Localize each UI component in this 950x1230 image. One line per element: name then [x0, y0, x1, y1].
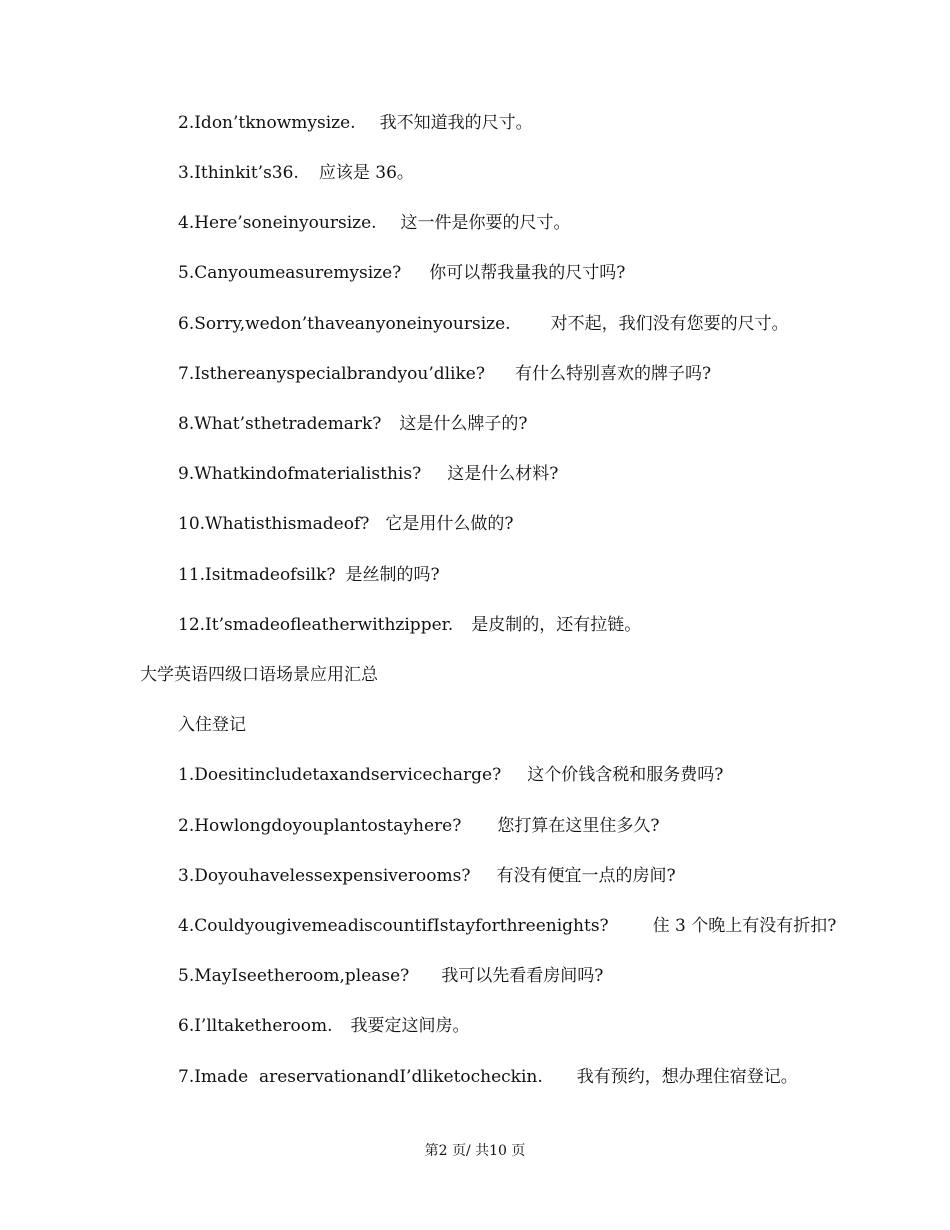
- chinese-translation: 应该是 36。: [318, 163, 414, 183]
- chinese-translation: 我有预约，想办理住宿登记。: [576, 1067, 798, 1087]
- chinese-translation: 是皮制的，还有拉链。: [471, 615, 642, 635]
- page-footer: 第2 页/ 共10 页: [424, 1143, 526, 1159]
- phrase-line: [178, 211, 571, 235]
- phrase-line: [178, 914, 836, 938]
- section-heading: 大学英语四级口语场景应用汇总: [140, 665, 378, 685]
- english-phrase: 2.Idon’tknowmysize.: [178, 113, 356, 133]
- phrase-line: [178, 964, 603, 988]
- phrase-line: [178, 814, 659, 838]
- phrase-line: [178, 1065, 798, 1089]
- english-phrase: 4.Here’soneinyoursize.: [178, 213, 377, 233]
- chinese-translation: 这一件是你要的尺寸。: [400, 213, 571, 233]
- chinese-translation: 有什么特别喜欢的牌子吗?: [514, 364, 712, 384]
- chinese-translation: 我可以先看看房间吗?: [441, 966, 604, 986]
- phrase-line: [178, 512, 514, 536]
- english-phrase: 6.Sorry,wedon’thaveanyoneinyoursize.: [178, 314, 511, 334]
- phrase-line: [178, 362, 711, 386]
- phrase-line: [178, 261, 625, 285]
- chinese-translation: 有没有便宜一点的房间?: [496, 866, 676, 886]
- phrase-line: [178, 161, 414, 185]
- chinese-translation: 您打算在这里住多久?: [497, 816, 660, 836]
- english-phrase: 8.What’sthetrademark?: [178, 414, 382, 434]
- english-phrase: 5.MayIseetheroom,please?: [178, 966, 410, 986]
- english-phrase: 2.Howlongdoyouplantostayhere?: [178, 816, 462, 836]
- english-phrase: 9.Whatkindofmaterialisthis?: [178, 464, 422, 484]
- phrase-line: [178, 613, 641, 637]
- english-phrase: 3.Doyouhavelessexpensiverooms?: [178, 866, 471, 886]
- english-phrase: 4.CouldyougivemeadiscountifIstayforthreenights?: [178, 916, 609, 936]
- phrase-line: [178, 412, 528, 436]
- chinese-translation: 它是用什么做的?: [385, 514, 514, 534]
- phrase-line: [178, 111, 533, 135]
- english-phrase: 12.It’smadeofleatherwithzipper.: [178, 615, 454, 635]
- english-phrase: 7.Imade areservationandI’dliketocheckin.: [178, 1067, 543, 1087]
- phrase-line: [178, 563, 440, 587]
- chinese-translation: 我不知道我的尺寸。: [379, 113, 533, 133]
- section-subheading: 入住登记: [178, 715, 246, 735]
- english-phrase: 3.Ithinkit’s36.: [178, 163, 299, 183]
- chinese-translation: 是丝制的吗?: [345, 565, 440, 585]
- english-phrase: 1.Doesitincludetaxandservicecharge?: [178, 765, 502, 785]
- chinese-translation: 我要定这间房。: [350, 1016, 470, 1036]
- english-phrase: 10.Whatisthismadeof?: [178, 514, 370, 534]
- english-phrase: 6.I’lltaketheroom.: [178, 1016, 333, 1036]
- chinese-translation: 你可以帮我量我的尺寸吗?: [429, 263, 626, 283]
- phrase-line: [178, 864, 676, 888]
- phrase-line: [178, 462, 558, 486]
- english-phrase: 11.Isitmadeofsilk?: [178, 565, 336, 585]
- english-phrase: 7.Isthereanyspecialbrandyou’dlike?: [178, 364, 485, 384]
- chinese-translation: 这个价钱含税和服务费吗?: [527, 765, 724, 785]
- phrase-line: [178, 763, 723, 787]
- chinese-translation: 这是什么牌子的?: [399, 414, 528, 434]
- chinese-translation: 住 3 个晚上有没有折扣?: [652, 916, 837, 936]
- english-phrase: 5.Canyoumeasuremysize?: [178, 263, 402, 283]
- chinese-translation: 这是什么材料?: [447, 464, 559, 484]
- phrase-line: [178, 1014, 470, 1038]
- phrase-line: [178, 312, 789, 336]
- chinese-translation: 对不起，我们没有您要的尺寸。: [550, 314, 789, 334]
